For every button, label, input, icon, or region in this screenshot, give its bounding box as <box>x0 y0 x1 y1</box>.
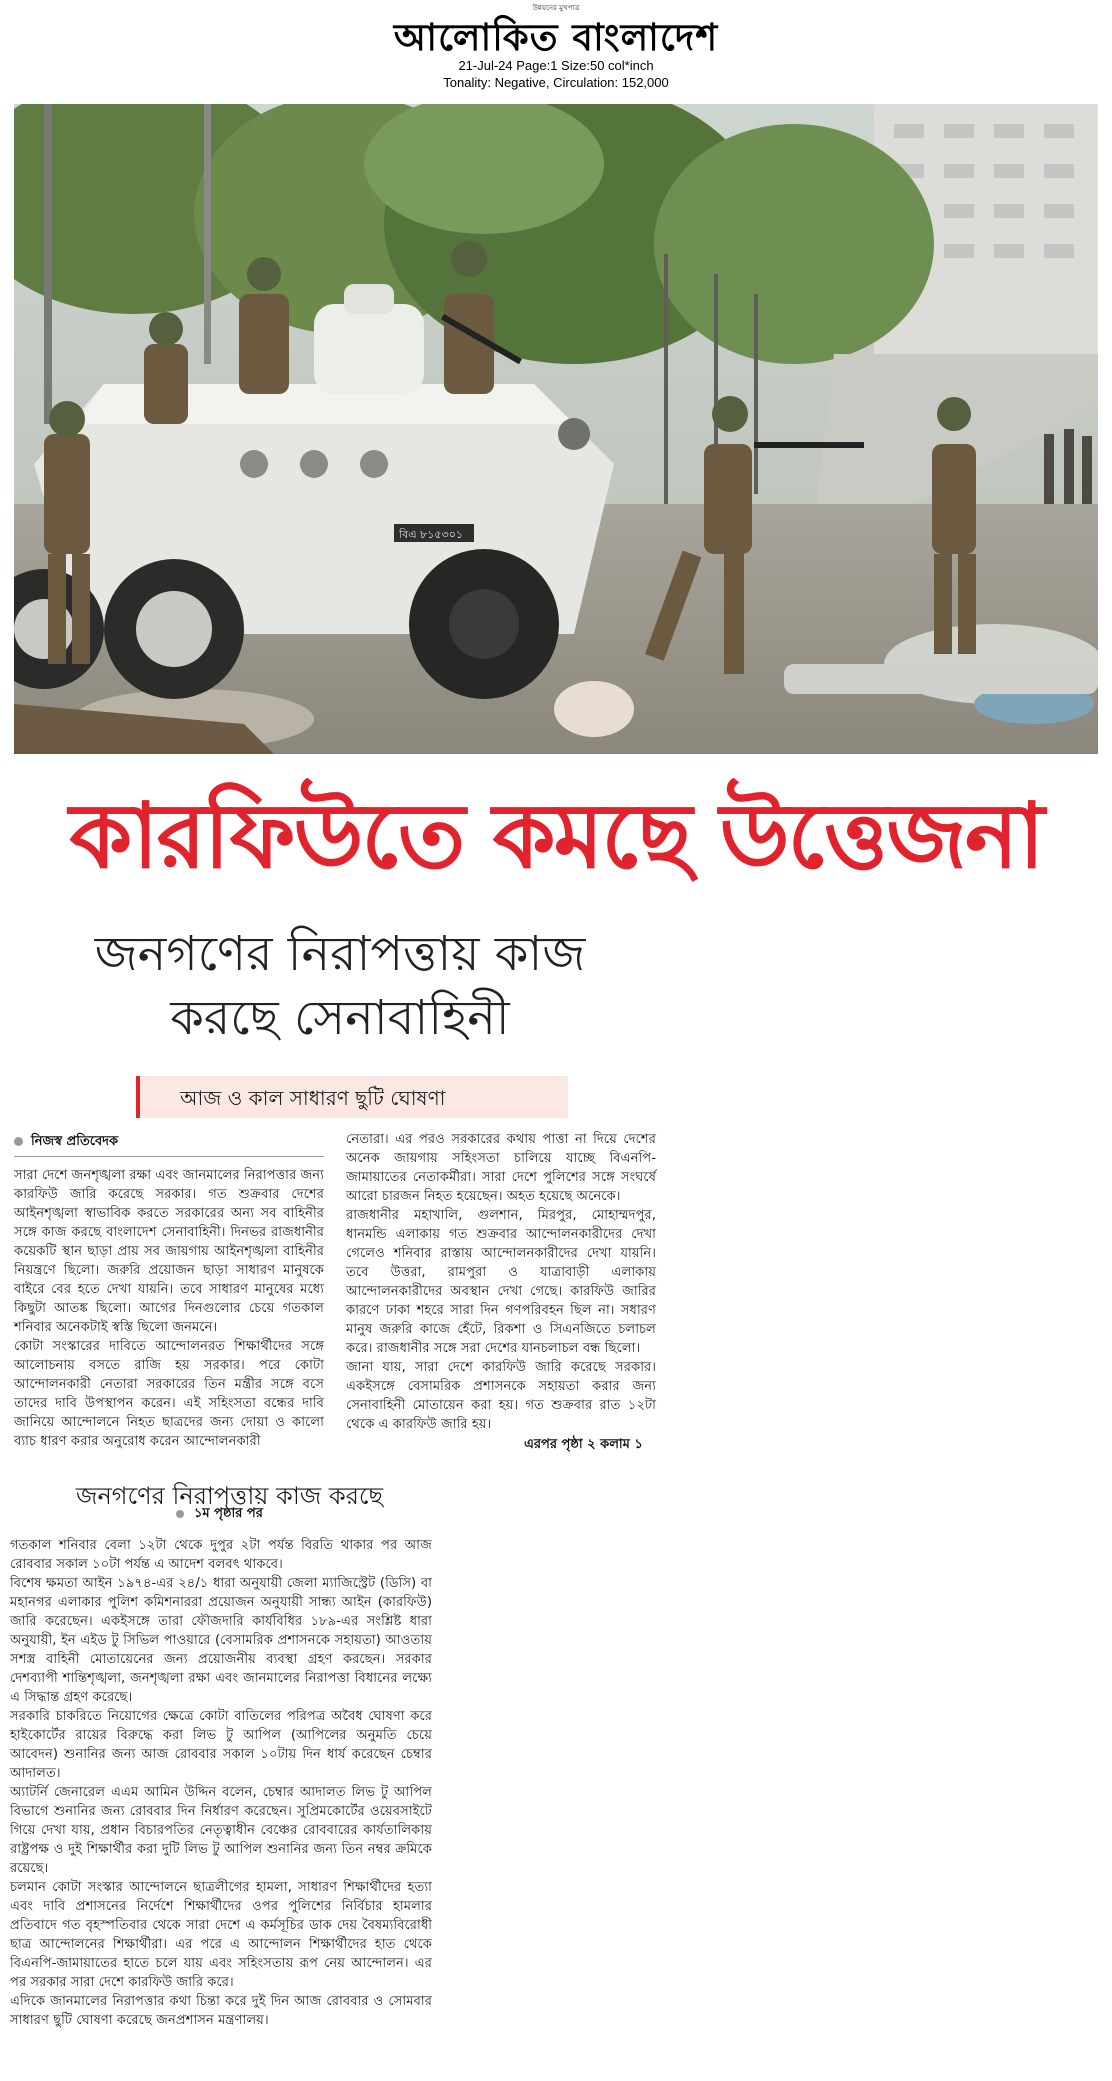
jump-subline <box>176 1504 263 1525</box>
jump-headline: জনগণের নিরাপত্তায় কাজ করছে <box>76 1482 384 1510</box>
byline-divider <box>14 1156 324 1157</box>
byline-text: নিজস্ব প্রতিবেদক <box>31 1134 119 1149</box>
subheadline-line-2: করছে সেনাবাহিনী <box>170 990 510 1046</box>
bullet-icon <box>176 1510 184 1518</box>
holiday-tag-box <box>136 1076 568 1118</box>
subheadline <box>40 922 640 1050</box>
byline <box>14 1132 118 1153</box>
masthead-tagline: উন্নয়নের মুখপাত্র <box>532 4 580 12</box>
clipping-meta-date: 21-Jul-24 Page:1 Size:50 col*inch <box>458 58 654 73</box>
holiday-tag-text: আজ ও কাল সাধারণ ছুটি ঘোষণা <box>180 1086 446 1110</box>
article-column-2: নেতারা। এর পরও সরকারের কথায় পাত্তা না দিয়ে দেশের অনেক জায়গায় সহিংসতা চালিয়ে যাচ্ছে বিএনপি-জামায়াতের নেতাকর্মীরা। সারা দেশে পুলিশের সঙ্গে সংঘর্ষে আরো চারজন নিহত হয়েছেন। অহত হয়েছে অনেকে। রাজধানীর মহাখালি, গুলশান, মিরপুর, মোহাম্মদপুর, ধানমন্ডি এলাকায় গত শুক্রবার আন্দোলনকারীদের দেখা গেলেও শনিবার রাস্তায় আন্দোলনকারীদের দেখা যায়নি। তবে উত্তরা, রামপুরা ও যাত্রাবাড়ী এলাকায় আন্দোলনকারীদের অবস্থান দেখা গেছে। কারফিউ জারির কারণে ঢাকা শহরে সারা দিন গণপরিবহন ছিল না। সধারণ মানুষ জরুরি কাজে হেঁটে, রিকশা ও সিএনজিতে চলাচল করে। রাজধানীর সঙ্গে সরা দেশের যানচলাচল বন্ধ ছিলো। জানা যায়, সারা দেশে কারফিউ জারি করেছে সরকার। একইসঙ্গে বেসামরিক প্রশাসনকে সহায়তা করার জন্য সেনাবাহিনী মোতায়েন করা হয়। গত শুক্রবার রাত ১২টা থেকে এ কারফিউ জারি হয়। <box>346 1132 656 1432</box>
main-headline: কারফিউতে কমছে উত্তেজনা <box>69 784 1043 889</box>
newspaper-logo: আলোকিত বাংলাদেশ <box>393 15 719 59</box>
clipping-meta-tonality: Tonality: Negative, Circulation: 152,000 <box>443 75 669 90</box>
bullet-icon <box>14 1137 23 1146</box>
article-column-continued: গতকাল শনিবার বেলা ১২টা থেকে দুপুর ২টা পর্যন্ত বিরতি থাকার পর আজ রোববার সকাল ১০টা পর্যন্ত এ আদেশ বলবৎ থাকবে। বিশেষ ক্ষমতা আইন ১৯৭৪-এর ২৪/১ ধারা অনুযায়ী জেলা ম্যাজিস্ট্রেট (ডিসি) বা মহানগর এলাকার পুলিশ কমিশনাররা প্রয়োজন অনুযায়ী সান্ধ্য আইন (কারফিউ) জারি করেছেন। একইসঙ্গে তারা ফৌজদারি কার্যবিধির ১৮৯-এর সংশ্লিষ্ট ধারা অনুযায়ী, ইন এইড টু সিভিল পাওয়ারে (বেসামরিক প্রশাসনকে সহায়তা) আওতায় সশস্ত্র বাহিনী মোতায়েনের জন্য প্রয়োজনীয় ব্যবস্থা গ্রহণ করছেন। সরকার দেশব্যাপী শান্তিশৃঙ্খলা, জনশৃঙ্খলা রক্ষা এবং জানমালের নিরাপত্তা বিধানের লক্ষ্যে এ সিদ্ধান্ত গ্রহণ করেছে। সরকারি চাকরিতে নিয়োগের ক্ষেত্রে কোটা বাতিলের পরিপত্র অবৈধ ঘোষণা করে হাইকোর্টের রায়ের বিরুদ্ধে করা লিভ টু আপিল (আপিলের অনুমতি চেয়ে আবেদন) শুনানির জন্য আজ রোববার সকাল ১০টায় দিন ধার্য করেছেন চেম্বার আদালত। অ্যাটর্নি জেনারেল এএম আমিন উদ্দিন বলেন, চেম্বার আদালত লিভ টু আপিল বিভাগে শুনানির জন্য রোববার দিন নির্ধারণ করেছেন। সুপ্রিমকোর্টের ওয়েবসাইটে গিয়ে দেখা যায়, প্রধান বিচারপতির নেতৃত্বাধীন বেঞ্চের রোববারের কার্যতালিকায় রাষ্ট্রপক্ষ ও দুই শিক্ষার্থীর করা দুটি লিভ টু আপিল শুনানির জন্য তিন নম্বর ক্রমিকে রয়েছে। চলমান কোটা সংস্কার আন্দোলনে ছাত্রলীগের হামলা, সাধারণ শিক্ষার্থীদের হত্যা এবং দাবি প্রশাসনের নির্দেশে শিক্ষার্থীদের ওপর পুলিশের নির্বিচার হামলার প্রতিবাদে গত বৃহস্পতিবার থেকে সারা দেশে এ কর্মসূচির ডাক দেয় বৈষম্যবিরোধী ছাত্র আন্দোলনের শিক্ষার্থীরা। এর পরে এ আন্দোলন শিক্ষার্থীদের হাত থেকে বিএনপি-জামায়াতের হাতে চলে যায় এবং সহিংসতায় রূপ নেয় আন্দোলন। এর পর সরকার সারা দেশে কারফিউ জারি করে। এদিকে জানমালের নিরাপত্তার কথা চিন্তা করে দুই দিন আজ রোববার ও সোমবার সাধারণ ছুটি ঘোষণা করেছে জনপ্রশাসন মন্ত্রণালয়। <box>10 1538 432 2028</box>
continued-note: এরপর পৃষ্ঠা ২ কলাম ১ <box>524 1437 643 1452</box>
vehicle-plate-text: বিএ ৮১৫৩০১ <box>399 528 463 541</box>
news-photo <box>14 104 1098 754</box>
jump-subline-text: ১ম পৃষ্ঠার পর <box>194 1506 263 1521</box>
article-column-1: সারা দেশে জনশৃঙ্খলা রক্ষা এবং জানমালের নিরাপত্তার জন্য কারফিউ জারি করেছে সরকার। গত শুক্রবার দেশের আইনশৃঙ্খলা স্বাভাবিক করতে সরকারের অন্য সব বাহিনীর সঙ্গে কাজ করছে বাংলাদেশ সেনাবাহিনী। দিনভর রাজধানীর কয়েকটি স্থান ছাড়া প্রায় সব জায়গায় আইনশৃঙ্খলা বাহিনীর নিয়ন্ত্রণে ছিলো। জরুরি প্রয়োজন ছাড়া সাধারণ মানুষকে বাইরে বের হতে দেখা যায়নি। তবে সাধারণ মানুষের মধ্যে কিছুটা আতঙ্ক ছিলো। আগের দিনগুলোর চেয়ে গতকাল শনিবার অনেকটাই স্বস্তি ছিলো জনমনে। কোটা সংস্কারের দাবিতে আন্দোলনরত শিক্ষার্থীদের সঙ্গে আলোচনায় বসতে রাজি হয় সরকার। পরে কোটা আন্দোলনকারী নেতারা সরকারের তিন মন্ত্রীর সঙ্গে বসে তাদের দাবি উপস্থাপন করেন। এই সহিংসতা বন্ধের দাবি জানিয়ে আন্দোলনে নিহত ছাত্রদের জন্য দোয়া ও কালো ব্যাচ ধারণ করার অনুরোধ করেন আন্দোলনকারী <box>14 1168 324 1449</box>
subheadline-line-1: জনগণের নিরাপত্তায় কাজ <box>94 926 586 982</box>
